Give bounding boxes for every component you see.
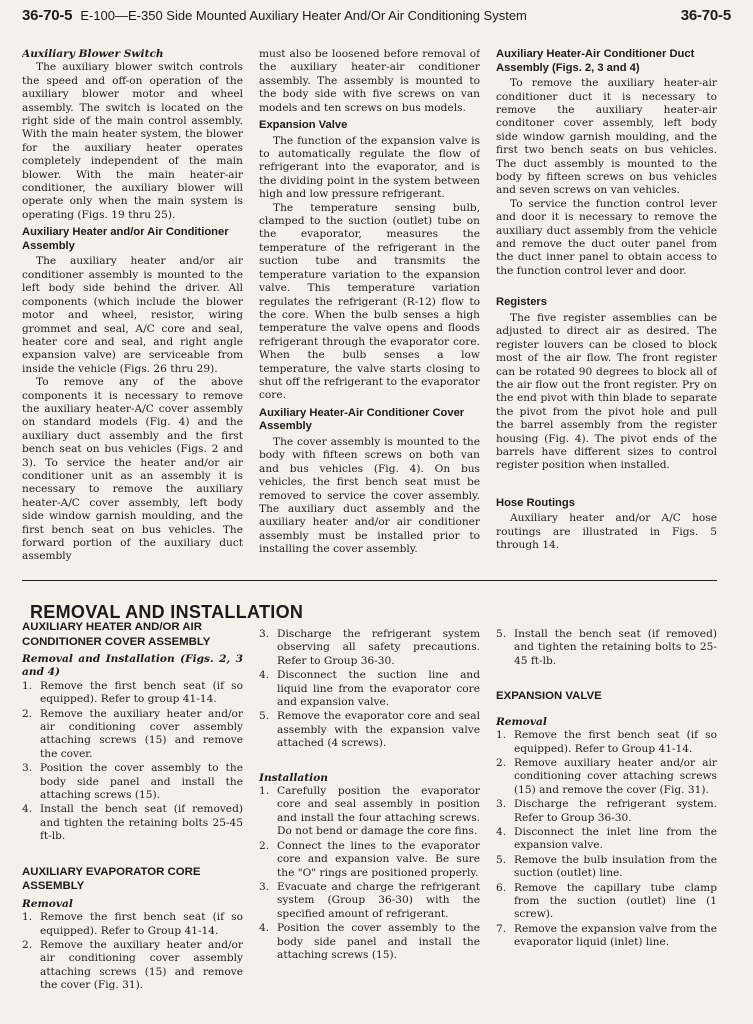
section-title: REMOVAL AND INSTALLATION	[30, 602, 304, 622]
step-number: 3.	[496, 798, 507, 811]
step-number: 5.	[496, 853, 507, 866]
page-number-right: 36-70-5	[680, 6, 731, 24]
expansion-valve-procedure-heading: EXPANSION VALVE	[496, 690, 602, 703]
evaporator-installation-subheading: Installation	[259, 771, 328, 784]
procedure-columns	[22, 620, 717, 1020]
procedure-step	[496, 628, 717, 668]
evaporator-removal-steps-continued	[259, 628, 480, 751]
procedure-step	[259, 881, 480, 921]
step-number: 1.	[22, 679, 33, 692]
description-column-3	[496, 48, 717, 576]
procedure-step	[22, 680, 243, 707]
procedure-step	[496, 923, 717, 950]
step-number: 2.	[496, 756, 507, 769]
step-text: Evacuate and charge the refrigerant system (Group 36-30) with the specified amount of refrigerant.	[277, 880, 480, 920]
expansion-valve-removal-subheading: Removal	[496, 715, 547, 728]
procedure-step	[259, 710, 480, 750]
step-number: 3.	[259, 880, 270, 893]
procedure-step	[22, 911, 243, 938]
step-number: 5.	[259, 710, 270, 723]
hose-routings-text: Auxiliary heater and/or A/C hose routings are illustrated in Figs. 5 through 14.	[496, 512, 717, 552]
step-number: 4.	[22, 803, 33, 816]
description-columns	[22, 48, 717, 576]
procedure-column-2	[259, 620, 480, 1020]
evaporator-installation-steps-list	[259, 785, 480, 962]
section-divider	[22, 580, 717, 581]
duct-assembly-paragraph-2: To service the function control lever and door it is necessary to remove the auxiliary duct assembly from the vehicle and remove the duct outer panel from the duct inner panel to obtain access to the function control lever and door.	[496, 197, 717, 277]
blower-switch-heading: Auxiliary Blower Switch	[22, 48, 164, 60]
step-text: Remove the auxiliary heater and/or air conditioning cover assembly attaching screws (15) and remove the cover.	[40, 707, 243, 760]
page-number-left: 36-70-5	[22, 6, 73, 24]
expansion-valve-heading: Expansion Valve	[259, 119, 348, 132]
duct-assembly-paragraph-1: To remove the auxiliary heater-air conditioner duct it is necessary to remove the auxiliary heater-air conditoner cover assembly, left body side window garnish moulding, and the first two bench seats on bus vehicles. The duct assembly is mounted to the body by fifteen screws on bus vehicles and seven screws on van vehicles.	[496, 77, 717, 197]
step-number: 1.	[496, 729, 507, 742]
procedure-step	[496, 798, 717, 825]
step-text: Disconnect the suction line and liquid line from the evaporator core and expansion valve.	[277, 669, 480, 709]
step-text: Remove the first bench seat (if so equipped). Refer to Group 41-14.	[514, 729, 717, 755]
duct-assembly-heading: Auxiliary Heater-Air Conditioner Duct Assembly (Figs. 2, 3 and 4)	[496, 48, 695, 74]
procedure-step	[496, 729, 717, 756]
procedure-step	[259, 922, 480, 962]
procedure-column-1	[22, 620, 243, 1020]
step-number: 3.	[259, 628, 270, 640]
procedure-step	[259, 785, 480, 839]
step-text: Carefully position the evaporator core and seal assembly in position and install the four attaching screws. Do not bend or damage the core fins.	[277, 785, 480, 838]
step-text: Install the bench seat (if removed) and tighten the retaining bolts to 25-45 ft-lb.	[514, 628, 717, 667]
step-number: 2.	[22, 938, 33, 951]
step-number: 1.	[259, 785, 270, 798]
description-column-2	[259, 48, 480, 576]
step-number: 7.	[496, 922, 507, 935]
page-header	[22, 4, 731, 26]
step-text: Remove the first bench seat (if so equipped). Refer to group 41-14.	[40, 679, 243, 706]
step-number: 4.	[259, 922, 270, 935]
step-text: Remove the auxiliary heater and/or air conditioning cover assembly attaching screws (15) and remove the cover (Fig. 31).	[40, 938, 243, 992]
step-text: Remove the capillary tube clamp from the suction (outlet) line (1 screw).	[514, 881, 717, 921]
step-number: 4.	[496, 825, 507, 838]
step-text: Connect the lines to the evaporator core and expansion valve. Be sure the "O" rings are positioned properly.	[277, 839, 480, 879]
continued-text: must also be loosened before removal of the auxiliary heater-air conditioner assembly. The assembly is mounted to the body side with five screws on van models and ten screws on bus models.	[259, 48, 480, 114]
step-text: Discharge the refrigerant system. Refer to Group 36-30.	[514, 798, 717, 824]
procedure-step	[259, 669, 480, 709]
expansion-valve-paragraph-2: The temperature sensing bulb, clamped to the suction (outlet) tube on the evaporator, measures the temperature of the refrigerant in the suction tube and transmits the temperature variation to the expansion valve. This temperature variation regulates the refrigerant (R-12) flow to the core. When the bulb senses a high temperature the valve opens and floods refrigerant through the evaporator core. When the bulb senses a low temperature, the valve starts closing to shut off the refrigerant to the evaporator core.	[259, 201, 480, 402]
procedure-column-3	[496, 620, 717, 1020]
step-text: Disconnect the inlet line from the expansion valve.	[514, 825, 717, 852]
expansion-valve-removal-steps-list	[496, 729, 717, 950]
blower-switch-text: The auxiliary blower switch controls the speed and off-on operation of the auxiliary blower motor and wheel assembly. The switch is located on the right side of the main control assembly. With the main heater system, the blower for the auxiliary heater operates completely independent of the main blower. With the main heater-air conditioner, the auxiliary blower will operate only when the main system is operating (Figs. 19 thru 25).	[22, 61, 243, 221]
step-text: Remove the first bench seat (if so equipped). Refer to Group 41-14.	[40, 911, 243, 937]
procedure-step	[22, 708, 243, 762]
step-text: Remove the expansion valve from the evaporator liquid (inlet) line.	[514, 922, 717, 949]
heater-assembly-heading: Auxiliary Heater and/or Air Conditioner Assembly	[22, 226, 229, 252]
step-text: Remove the bulb insulation from the suction (outlet) line.	[514, 853, 717, 880]
registers-heading: Registers	[496, 296, 547, 309]
cover-assembly-text: The cover assembly is mounted to the body with fifteen screws on both van and bus vehicles (Fig. 4). On bus vehicles, the first bench seat must be removed to service the cover assembly. The auxiliary duct assembly and the auxiliary heater and/or air conditioner assembly must be installed prior to installing the cover assembly.	[259, 435, 480, 556]
procedure-step	[22, 939, 243, 993]
hose-routings-heading: Hose Routings	[496, 496, 575, 509]
running-title: E-100—E-350 Side Mounted Auxiliary Heater And/Or Air Conditioning System	[80, 7, 527, 23]
step-text: Remove auxiliary heater and/or air conditioning cover attaching screws (15) and remove the cover (Fig. 31).	[514, 756, 717, 796]
cover-removal-installation-subheading: Removal and Installation (Figs. 2, 3 and 4)	[22, 653, 243, 679]
step-text: Install the bench seat (if removed) and tighten the retaining bolts 25-45 ft-lb.	[40, 803, 243, 843]
step-number: 2.	[22, 707, 33, 720]
step-text: Discharge the refrigerant system observing all safety precautions. Refer to Group 36-30.	[277, 628, 480, 667]
step-number: 6.	[496, 881, 507, 894]
evaporator-removal-steps-list	[22, 911, 243, 992]
heater-assembly-paragraph-2: To remove any of the above components it is necessary to remove the auxiliary heater-A/C cover assembly on standard models (Fig. 4) and the auxiliary duct assembly and the first bench seat on bus vehicles (Figs. 2 and 3). To service the heater and/or air conditioner unit as an assembly it is necessary to remove the auxiliary heater-A/C cover assembly, left body side window garnish moulding, and the first bench seat on bus vehicles. The forward portion of the auxiliary duct assembly	[22, 376, 243, 563]
description-column-1	[22, 48, 243, 576]
step-number: 3.	[22, 762, 33, 775]
step-text: Position the cover assembly to the body side panel and install the attaching screws (15).	[277, 922, 480, 961]
step-number: 2.	[259, 839, 270, 852]
evaporator-removal-subheading: Removal	[22, 897, 73, 910]
cover-assembly-heading: Auxiliary Heater-Air Conditioner Cover Assembly	[259, 406, 465, 433]
cover-steps-list	[22, 680, 243, 844]
procedure-step	[496, 826, 717, 853]
heater-assembly-paragraph-1: The auxiliary heater and/or air conditioner assembly is mounted to the left body side behind the driver. All components (which include the blower motor and wheel, resistor, wiring grommet and seal, A/C core and seal, heater core and seal, and right angle expansion valve) are serviceable from inside the vehicle (Figs. 26 thru 29).	[22, 255, 243, 375]
evaporator-installation-steps-continued	[496, 628, 717, 668]
evaporator-core-heading: AUXILIARY EVAPORATOR CORE ASSEMBLY	[22, 865, 201, 893]
step-text: Position the cover assembly to the body side panel and install the attaching screws (15).	[40, 762, 243, 802]
expansion-valve-paragraph-1: The function of the expansion valve is to automatically regulate the flow of refrigerant into the evaporator, and is the dividing point in the system between high and low pressure refrigerant.	[259, 134, 480, 201]
step-number: 4.	[259, 669, 270, 682]
procedure-step	[496, 854, 717, 881]
procedure-step	[259, 840, 480, 880]
cover-assembly-procedure-heading: AUXILIARY HEATER AND/OR AIR CONDITIONER COVER ASSEMBLY	[22, 621, 211, 648]
procedure-step	[22, 803, 243, 843]
step-number: 5.	[496, 628, 507, 640]
procedure-step	[496, 757, 717, 797]
registers-text: The five register assemblies can be adjusted to direct air as desired. The register louvers can be closed to block most of the air flow. The front register can be rotated 90 degrees to block all of the air flow out the front register. Pry on the end pivot with thin blade to separate the pivot from the pivot hole and pull the barrel assembly from the register housing (Fig. 4). The pivot ends of the barrels have different sizes to control register position when installed.	[496, 311, 717, 472]
procedure-step	[22, 762, 243, 802]
procedure-step	[496, 882, 717, 922]
step-number: 1.	[22, 911, 33, 924]
procedure-step	[259, 628, 480, 668]
step-text: Remove the evaporator core and seal assembly with the expansion valve attached (4 screws).	[277, 710, 480, 750]
